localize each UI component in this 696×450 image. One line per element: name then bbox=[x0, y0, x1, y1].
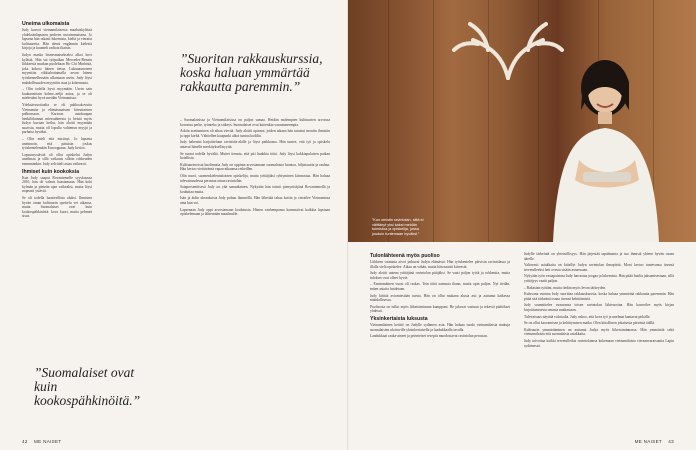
paragraph: Arkiin asettuminen oli aikaa vievää. Judy aloitti opinnot, joiden aikana hän tutustui moniin ihmisiin ja oppi kieltä. Vähitellen kaupunki alkoi tuntua kodilta. bbox=[180, 129, 330, 138]
paragraph: – Suomalaisissa ja Vietnamilaisissa on paljon samaa. Heidän molempien kulttuurien arvoissa korostuu perhe, työnteko ja sitkeys. Suomalaiset ovat kuitenkin varautuneempia. bbox=[180, 118, 330, 127]
folio-left bbox=[22, 439, 62, 444]
paragraph: Laadukkaat raaka-aineet ja perinteiset reseptit muodostavat ravintolan perustan. bbox=[370, 334, 488, 339]
page-number: 42 bbox=[22, 439, 28, 444]
paragraph: Judy aloitti uutena yrittäjänä ravintolan pitäjäksi. Se vaati paljon työtä ja rohkeutta, mutta tulokset ovat olleet hyviä. bbox=[370, 271, 510, 280]
paragraph: Se oli todella haasteellista aluksi. Ihmisten hyvän oman kulttuurin opettelu vei aikansa, mutta Suomalaiset ovat kuin kookospähkinöitä: kova kuori, mutta pehmeä sisus. bbox=[22, 196, 92, 219]
paragraph: – Olin mieli että mirtinyt. Jo lapsena uneinnoin, että pääsisin joskus työskentelemään Eurooppaan, Judy kertoo. bbox=[22, 137, 92, 151]
paragraph: Olin nuori, suomenkielentaitoinen opiskelija, mutta yrittäjäksi ryhtyminen kiinnostaa. Hän haluaa tulevaisuudessa perustaa oman ravintolan. bbox=[180, 173, 330, 183]
paragraph: Lapsenaan Judy oppi arvostamaan koulutusta. Hänen vanhempansa kannustivat kaikkia lapsiaan opiskelemaan ja lähtemään maailmalle. bbox=[180, 207, 330, 217]
paragraph: Lapsuusystävää oli ollut opiskelut Judyn uneilmaa ja sillä vaikutus silloin rohkeuden enemmänkin. Judy selvitteli asiaa vaikeasti. bbox=[22, 152, 92, 167]
paragraph: Nykyään työn vastapainona Judy harrastaa joogaa ja lukemista. Hän pitää huolta jaksamisestaan, sillä yrittäjyys vaatii paljon. bbox=[524, 274, 674, 283]
paragraph: – Rakastan työtäni, mutta tiedän myös levon tärkeyden. bbox=[524, 285, 607, 290]
paragraph: Ydeksäsvuotiaalta se oli pakkoakovuttu Vietnamiin ja elämäsmaisten hiivuttaisten palkonsaan. Kartoon autokaupan henkilökunnat miessuhteesta ja heistä myös Judyn kuvaan heilui, hän aloitti myymään suurista, mutta oli lopulta valttenun myyjä ja parhaita hyväksi. bbox=[22, 102, 92, 135]
paragraph: Puolisosta on tullut myös liiketoiminnan kumppani. He jakavat vastuun ja tekevät päätökset yhdessä. bbox=[370, 304, 510, 314]
folio-right bbox=[635, 439, 674, 444]
paragraph: Judy hakeutui harjoitteluun ravintola-alalle ja löysi paikkansa. Hän tuntee, että työ ja opiskelu antavat hänelle merkityksellisyyttä. bbox=[180, 140, 330, 149]
magazine-name: ME NAISET bbox=[634, 439, 662, 444]
pull-quote-top: ”Suoritan rakkauskurssia, koska haluan ymmärtää rakkautta paremmin.” bbox=[180, 51, 323, 94]
right-column-2 bbox=[524, 252, 674, 440]
paragraph: Judylle tärkeintä on yhteisöllisyys. Hän järjestää tapahtumia ja tuo ihmisiä yhteen hyvän ruoan äärelle. bbox=[524, 252, 674, 261]
paragraph: Judy kasvoi vietnamilaisessa maalaiskylässä yhdeksänlapsisen perheen nuorimmaisena. Jo lapsena hän rakasti lukemista, kieliä ja vieraita kulttuureita. Hän alensi englannin kielestä kirjoja ja kuunteli radiota iltaisin. bbox=[22, 28, 92, 51]
section-heading: Uneima ulkomaista bbox=[22, 21, 70, 27]
paragraph: Sataprosenttisesti Judy on yhä samanlainen. Nykyään hän toimii pienyrittäjänä Rovaniemellä ja kouluttaa muita. bbox=[180, 185, 330, 194]
photo-caption: ”Kun omistin ravintolan, siitä ei väittänyt yksi kaksi meidän toimistoa ja opiskelija, jossa jouduin tuntemaan hyväksi.” bbox=[372, 218, 424, 236]
paragraph: Judyn maska bisnesmaisekseksi alkoi hovi kylästä. Hän sai työpaikan Mercedes-Benzin liikkeestä mutkan puoleltaan Ho Chi Minhistä, joka kokosi hänen tietoa. Lukuaaunoteen myyntiiin vikkiahottamalla arvan hänen työskennellessään ulkomaan usein, Judy löysi mahdollisuuden myyntiin osaa ja kokemusta. bbox=[22, 52, 92, 85]
pull-quote-bottom: ”Suomalaiset ovat kuin kookospähkinöitä.” bbox=[34, 365, 141, 408]
paragraph: Tulevaisuus näyttää valoisalta. Judy uskoo, että kova työ ja unelmat kantavat pitkälle. bbox=[524, 314, 651, 319]
left-column-2 bbox=[180, 118, 330, 440]
paragraph: Vietnamilainen keittiö on Judylle sydämen asia. Hän haluaa tuoda vietnamilaisia makuja suomalaisten ulottuville yksinkertaisella ja laadukkaalla tavalla. bbox=[370, 322, 510, 332]
paragraph: Isän ja äidin uhrauksista Judy puhuu lämmöllä. Hän lähettää rahaa kotiin ja vierailee Vietnamissa aina kun voi. bbox=[180, 196, 330, 205]
paragraph: Kulttuurieroista huolimatta Judy on oppinut arvostamaan suomalaista luontoa, hiljaisuutta ja rauhaa. Hän kertoo viettävänsä vapaa-aikaansa retkeillen. bbox=[180, 162, 330, 172]
paragraph: Valtavasti asiakkaita on kiitellyt Judyn ravintolan ilmapiiriä. Moni kertoo tuntevansa itsensä tervetulleeksi heti ovesta sisään astuessaan. bbox=[524, 263, 674, 272]
paragraph: Kulttuurin ymmärtäminen on auttanut Judya myös liiketoiminnassa. Hän ymmärtää sekä vietnamilaisia että suomalaisia asiakkaita. bbox=[524, 327, 674, 337]
page-number: 43 bbox=[668, 439, 674, 444]
paragraph: Judy toivottaa kaikki tervetulleiksi ravintolaansa kokemaan vietnamilaista vieraanvaraisuutta Lapin sydämessä. bbox=[524, 338, 674, 348]
paragraph: Judy kiittää aviomiestään tuesta. Hän on ollut mukana alusta asti ja auttanut kaikessa mahdollisessa. bbox=[370, 293, 510, 303]
paragraph: Se tuntui todella hyvältä. Muttei tienatu, että piti hankkia töitä. Judy löysi kokkiapulaisen paikan hotellista. bbox=[180, 151, 330, 161]
portrait-photo bbox=[348, 0, 696, 242]
paragraph: Judy suunnittelee avaavansa toisen ravintolan lähivuosina. Hän haaveilee myös kirjan kirjoittamisesta omasta matkastaan. bbox=[524, 303, 674, 312]
section-subheading: Yksinkertaista luksusta bbox=[370, 315, 428, 322]
magazine-name: ME NAISET bbox=[34, 439, 62, 444]
section-heading: Tulonlähteenä myös puoliso bbox=[370, 253, 440, 259]
paragraph: Liikkeen toiminta aivot jatkuvat Judyn elämässä. Hän työskentelee päivisin ravintolassa ja illalla vielä opiskelee. Aikaa on vähän, mutta hän nauttii kiireestä. bbox=[370, 260, 510, 269]
paragraph: Kun Judy saapui Rovaniemelle syyskuussa 2016, hän oli valmis haastamaan. Hän koki kylmän ja pimeän ajan vaikeaksi, mutta löysi nopeasti ystäviä. bbox=[22, 175, 92, 194]
paragraph: – Ensimmäinen vuosi oli raskas. Tein töitä aamusta iltaan, mutta opin paljon. Nyt tiedän, miten asioita hoidetaan. bbox=[370, 282, 510, 291]
paragraph: – Olin todella hyvä myymään. Usein sain kuukausittain kolme–neljä autoa, ja se oli mielestäni hyvä meidän Vietnamissa. bbox=[22, 87, 92, 101]
section-subheading: Ihmiset kuin kookoksia bbox=[22, 168, 80, 175]
right-column-1 bbox=[370, 252, 510, 440]
woman-portrait-icon bbox=[543, 40, 663, 242]
paragraph: Se on ollut kasvamisen ja kehittymisen matka. Olen kiitollinen jokaisesta päivästä täällä. bbox=[524, 321, 655, 326]
paragraph: Kuluvana vuonna Judy suorittaa rakkauskurssia, koska haluaa ymmärtää rakkautta paremmin. Hän pitää sitä tärkeänä osana itsensä kehittämistä. bbox=[524, 292, 674, 301]
